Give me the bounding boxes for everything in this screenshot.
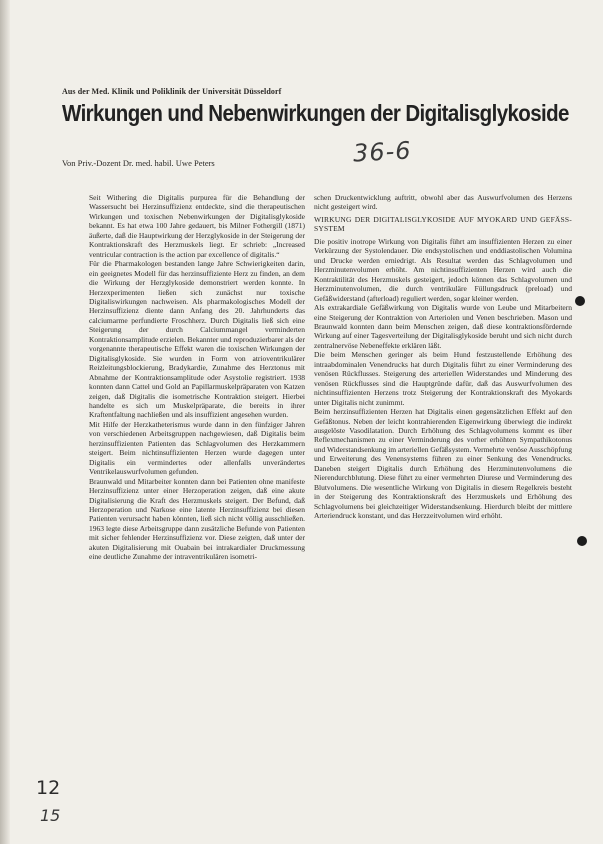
- paragraph: Braunwald und Mitarbeiter konnten dann bei Patienten ohne manifeste Herzinsuffizienz unter einer Herzoperation zeigen, daß eine akute Digitalisierung die Kraft des Herzmuskels steigert. Der Befund, daß Herzoperation und Narkose eine latente Herzinsuffizienz bei diesen Patienten verursacht haben könnten, ließ sich nicht völlig ausschließen. 1963 legte diese Arbeitsgruppe dann zusätzliche Befunde von Patienten mit sicher fehlender Herzinsuffizienz vor. Diese zeigten, daß unter der akuten Digitalisierung mit Ouabain bei intrakardialer Druckmessung eine deutliche Zunahme der intraventrikulären isometri-: [89, 476, 305, 562]
- page-edge-shadow: [0, 0, 10, 844]
- institute-line: Aus der Med. Klinik und Poliklinik der Universität Düsseldorf: [62, 87, 282, 96]
- handwritten-page-number: 15: [40, 806, 61, 825]
- paragraph: Als extrakardiale Gefäßwirkung von Digitalis wurde von Leube und Mitarbeitern eine Steigerung der Kontraktion von Arteriolen und Venen beschrieben. Mason und Braunwald konnten dann beim Menschen zeigen, daß diese kontraktionsfördernde Wirkung auf einer Tagesverteilung der Digitalisglykoside beruht und sich nicht durch zentralnervöse Nebeneffekte erklären läßt.: [314, 303, 572, 350]
- paragraph: schen Druckentwicklung auftritt, obwohl aber das Auswurfvolumen des Herzens nicht gesteigert wird.: [314, 193, 572, 212]
- left-column: [89, 193, 305, 562]
- punch-hole: [575, 296, 585, 306]
- paragraph: Die beim Menschen geringer als beim Hund festzustellende Erhöhung des intraabdominalen Venendrucks hat durch Digitalis führt zu einer Verminderung des venösen Rückflusses. Steigerung des arteriellen Widerstandes und Minderung des venösen Rückflusses sind die Hauptgründe dafür, daß das Auswurfvolumen des nichtinsuffizienten Herzens trotz Steigerung der Kontraktionskraft des Myokards unter Digitalis nicht zunimmt.: [314, 350, 572, 407]
- page-number: 12: [36, 777, 61, 799]
- paragraph: Seit Withering die Digitalis purpurea für die Behandlung der Wassersucht bei Herzinsuffizienz entdeckte, sind die therapeutischen Wirkungen und toxischen Nebenwirkungen der Digitalisglykoside bekannt. Es hat etwa 100 Jahre gedauert, bis Milner Fothergill (1871) äußerte, daß die Hauptwirkung der Herzglykoside in der Steigerung der Kontraktionskraft des Herzmuskels liegt. Er schrieb: „Increased ventricular contraction is the action par excellence of digitalis.“: [89, 193, 305, 259]
- handwritten-code: 36-6: [352, 136, 413, 168]
- paragraph: Mit Hilfe der Herzkatheterismus wurde dann in den fünfziger Jahren von verschiedenen Arbeitsgruppen nachgewiesen, daß Digitalis beim herzinsuffizienten Patienten das Schlagvolumen des Herzkammern steigert. Beim nichtinsuffizienten Herzen wurde dagegen unter Digitalis ein vermindertes oder allenfalls unverändertes Ventrikelauswurfvolumen gefunden.: [89, 419, 305, 477]
- punch-hole: [577, 536, 587, 546]
- right-column: [314, 193, 572, 521]
- paragraph: Beim herzinsuffizienten Herzen hat Digitalis einen gegensätzlichen Effekt auf den Gefäßtonus. Neben der leicht kontrahierenden Eigenwirkung überwiegt die indirekt ausgelöste Vasodilatation. Durch Erhöhung des Schlagvolumens kommt es über Reflexmechanismen zu einer Verminderung des vorher erhöhten Sympathikotonus und Widerstandsenkung im arteriellen Gefäßsystem. Vermehrte venöse Ausschöpfung und Erweiterung des Venensystems führen zu einer Senkung des Venendrucks. Daneben steigert Digitalis durch Erhöhung des Herzminutenvolumens die Nierendurchblutung. Diese führt zu einer vermehrten Diurese und Verminderung des Blutvolumens. Die wesentliche Wirkung von Digitalis in diesem Regelkreis besteht in der Steigerung des Kontraktionskraft des Herzmuskels und Erhöhung des Schlagvolumens bei gleichzeitiger Widerstandsenkung. Hierdurch bleibt der mittlere Arteriendruck konstant, und das Herzzeitvolumen wird erhöht.: [314, 407, 572, 521]
- author-line: Von Priv.-Dozent Dr. med. habil. Uwe Peters: [62, 158, 215, 168]
- article-title: Wirkungen und Nebenwirkungen der Digitalisglykoside: [62, 101, 569, 127]
- paragraph: Die positiv inotrope Wirkung von Digitalis führt am insuffizienten Herzen zu einer Verkürzung der Systolendauer. Die endsystolischen und enddiastolischen Volumina und Drucke werden erniedrigt. Als Resultat werden das Schlagvolumen und Herzminutenvolumen erhöht. Am nichtinsuffizienten Herzen wird auch die Kontraktilität des Herzmuskels gesteigert, jedoch können das Schlagvolumen und Herzminutenvolumen, die durch ventrikuläre Füllungsdruck (preload) und Gefäßwiderstand (afterload) reguliert werden, sogar kleiner werden.: [314, 236, 572, 303]
- section-heading: WIRKUNG DER DIGITALISGLYKOSIDE AUF MYOKARD UND GEFÄSS-SYSTEM: [314, 214, 572, 233]
- paragraph: Für die Pharmakologen bestanden lange Jahre Schwierigkeiten darin, ein geeignetes Modell für das herzinsuffiziente Herz zu finden, an dem die Wirkung der Herzglykoside demonstriert werden konnte. In Herzexperimenten ließen sich zunächst nur toxische Digitaliswirkungen nachweisen. Als pharmakologisches Modell der Herzinsuffizienz diente dann Anfang des 20. Jahrhunderts das calciumarme perfundierte Froschherz. Durch Digitalis ließ sich eine Steigerung der durch Calciummangel verminderten Kontraktionsamplitude erzielen. Bekannter und reproduzierbarer als der vorgenannte therapeutische Effekt waren die toxischen Wirkungen der Digitalisglykoside. Sie wurden in Form von atrioventrikulärer Reizleitungsblockierung, Bradykardie, Zunahme des Herztonus mit Abnahme der Kontraktionsamplitude oder Asystolie registriert. 1938 konnten dann Cattel und Gold an Papillarmuskelpräparaten von Katzen zeigen, daß Digitalis die isometrische Kontraktion steigert. Hierbei handelte es sich um Muskelpräparate, die bereits in ihrer Kraftentfaltung nachließen und als insuffizient angesehen wurden.: [89, 259, 305, 420]
